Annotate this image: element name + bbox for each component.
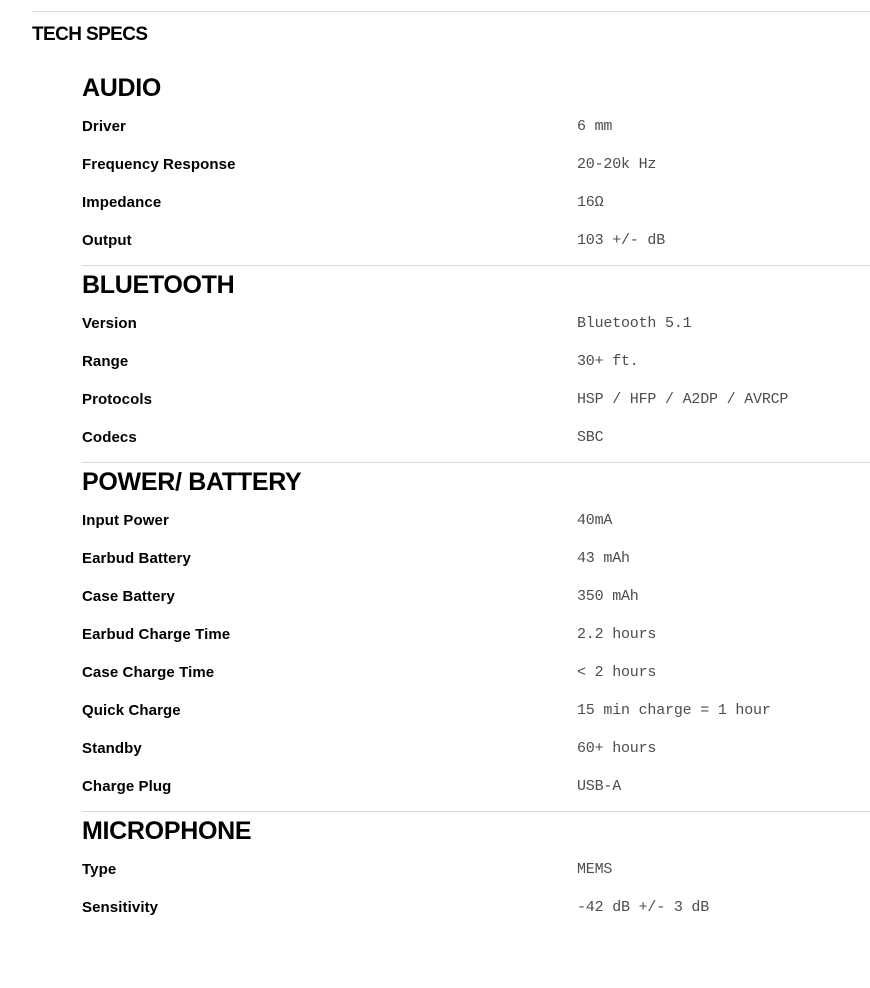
section-heading: BLUETOOTH xyxy=(82,271,235,299)
spec-row-standby xyxy=(82,729,870,767)
spec-row-case-battery xyxy=(82,577,870,615)
spec-label: Range xyxy=(82,352,129,370)
spec-row-codecs xyxy=(82,418,870,456)
spec-row-output xyxy=(82,221,870,259)
spec-value: 20-20k Hz xyxy=(577,155,657,173)
spec-label: Type xyxy=(82,860,117,878)
spec-row-input-power xyxy=(82,501,870,539)
spec-value: 60+ hours xyxy=(577,739,657,757)
top-divider xyxy=(32,11,870,12)
spec-value: 350 mAh xyxy=(577,587,639,605)
spec-section-microphone xyxy=(82,812,870,926)
spec-value: HSP / HFP / A2DP / AVRCP xyxy=(577,390,789,408)
spec-label: Input Power xyxy=(82,511,169,529)
spec-label: Protocols xyxy=(82,390,153,408)
spec-row-charge-plug xyxy=(82,767,870,805)
spec-list xyxy=(82,850,870,926)
spec-value: 40mA xyxy=(577,511,613,529)
spec-value: Bluetooth 5.1 xyxy=(577,314,692,332)
spec-label: Earbud Battery xyxy=(82,549,191,567)
spec-section-bluetooth xyxy=(82,266,870,463)
spec-list xyxy=(82,304,870,462)
spec-list xyxy=(82,107,870,265)
spec-value: SBC xyxy=(577,428,604,446)
spec-label: Charge Plug xyxy=(82,777,172,795)
spec-value: 43 mAh xyxy=(577,549,630,567)
spec-label: Version xyxy=(82,314,137,332)
spec-row-quick-charge xyxy=(82,691,870,729)
spec-value: 15 min charge = 1 hour xyxy=(577,701,771,719)
spec-label: Quick Charge xyxy=(82,701,181,719)
spec-row-case-charge-time xyxy=(82,653,870,691)
spec-row-protocols xyxy=(82,380,870,418)
spec-value: MEMS xyxy=(577,860,613,878)
spec-row-version xyxy=(82,304,870,342)
spec-value: 2.2 hours xyxy=(577,625,657,643)
spec-label: Frequency Response xyxy=(82,155,236,173)
tech-specs xyxy=(82,69,870,926)
section-heading: MICROPHONE xyxy=(82,817,252,845)
spec-section-power-battery xyxy=(82,463,870,812)
spec-row-impedance xyxy=(82,183,870,221)
spec-label: Codecs xyxy=(82,428,137,446)
spec-label: Case Charge Time xyxy=(82,663,215,681)
spec-value: 6 mm xyxy=(577,117,613,135)
spec-row-range xyxy=(82,342,870,380)
spec-list xyxy=(82,501,870,811)
spec-row-driver xyxy=(82,107,870,145)
spec-row-earbud-charge-time xyxy=(82,615,870,653)
spec-row-sensitivity xyxy=(82,888,870,926)
spec-label: Driver xyxy=(82,117,126,135)
spec-label: Sensitivity xyxy=(82,898,159,916)
spec-label: Case Battery xyxy=(82,587,175,605)
page-title: TECH SPECS xyxy=(32,24,148,45)
spec-value: -42 dB +/- 3 dB xyxy=(577,898,710,916)
spec-label: Earbud Charge Time xyxy=(82,625,231,643)
spec-value: 16Ω xyxy=(577,193,604,211)
spec-row-earbud-battery xyxy=(82,539,870,577)
spec-value: 103 +/- dB xyxy=(577,231,666,249)
section-heading: POWER/ BATTERY xyxy=(82,468,302,496)
spec-label: Impedance xyxy=(82,193,162,211)
spec-label: Standby xyxy=(82,739,142,757)
spec-row-type xyxy=(82,850,870,888)
spec-row-frequency-response xyxy=(82,145,870,183)
spec-value: USB-A xyxy=(577,777,622,795)
spec-value: 30+ ft. xyxy=(577,352,639,370)
spec-label: Output xyxy=(82,231,132,249)
section-heading: AUDIO xyxy=(82,74,162,102)
spec-value: < 2 hours xyxy=(577,663,657,681)
spec-section-audio xyxy=(82,69,870,266)
